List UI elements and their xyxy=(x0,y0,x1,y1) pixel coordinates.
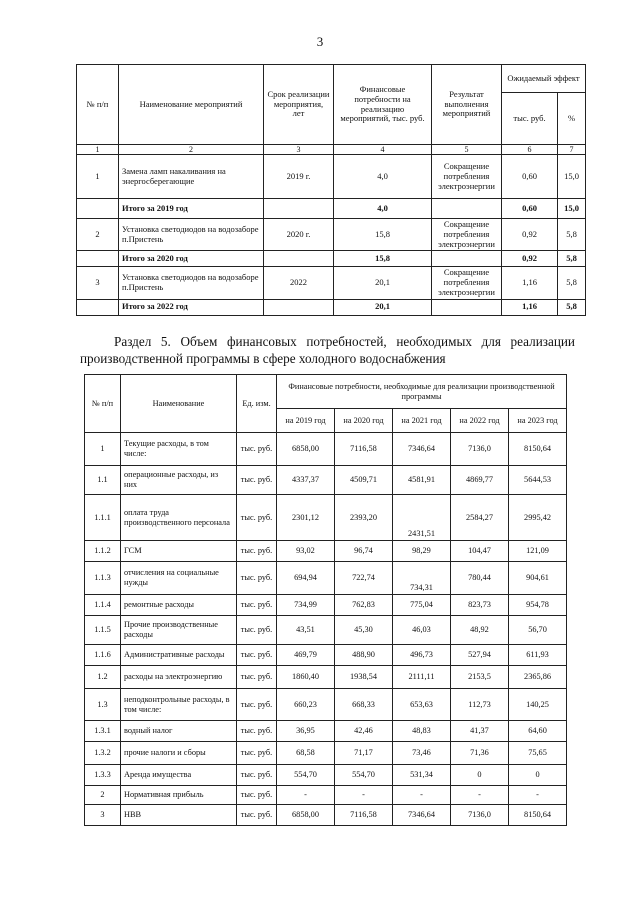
t2-cell-value: - xyxy=(509,786,567,805)
table-row xyxy=(85,645,567,666)
t2-cell-value: 73,46 xyxy=(393,742,451,765)
t1-index-row xyxy=(77,145,586,155)
t2-cell-name: Текущие расходы, в том числе: xyxy=(121,433,237,466)
t2-cell-value: 2995,42 xyxy=(509,495,567,541)
table-row xyxy=(85,666,567,689)
finance-table xyxy=(84,374,567,826)
t2-cell-name: водный налог xyxy=(121,721,237,742)
t2-cell-value: 611,93 xyxy=(509,645,567,666)
t2-cell-value: 4581,91 xyxy=(393,466,451,495)
t1-row xyxy=(77,267,586,299)
t2-cell-value: 668,33 xyxy=(335,689,393,721)
t1-cell-term: 2020 г. xyxy=(264,219,334,251)
t2-cell-value: 93,02 xyxy=(277,541,335,562)
t2-cell-value: 68,58 xyxy=(277,742,335,765)
table-row xyxy=(85,786,567,805)
t2-cell-value: 64,60 xyxy=(509,721,567,742)
t1-total-rub: 0,92 xyxy=(502,251,558,267)
t2-cell-value: - xyxy=(393,786,451,805)
t2-cell-unit: тыс. руб. xyxy=(237,721,277,742)
table-row xyxy=(85,466,567,495)
t2-cell-num: 3 xyxy=(85,805,121,826)
t1-total-label: Итого за 2020 год xyxy=(119,251,264,267)
t2-cell-value: 2111,11 xyxy=(393,666,451,689)
t2-cell-unit: тыс. руб. xyxy=(237,645,277,666)
t2-header-year: на 2019 год xyxy=(277,409,335,433)
t2-cell-name: Нормативная прибыль xyxy=(121,786,237,805)
t2-cell-value: 527,94 xyxy=(451,645,509,666)
t2-cell-value: 2365,86 xyxy=(509,666,567,689)
t1-index-cell: 6 xyxy=(502,145,558,155)
t2-cell-unit: тыс. руб. xyxy=(237,595,277,616)
t1-header-num: № п/п xyxy=(77,65,119,145)
t2-cell-value: 0 xyxy=(509,765,567,786)
t2-cell-value: 780,44 xyxy=(451,562,509,595)
t2-cell-value: 2431,51 xyxy=(393,495,451,541)
t1-cell-pct: 15,0 xyxy=(558,155,586,199)
t2-cell-unit: тыс. руб. xyxy=(237,689,277,721)
t2-cell-value: 104,47 xyxy=(451,541,509,562)
t2-cell-num: 1 xyxy=(85,433,121,466)
t1-cell-num: 2 xyxy=(77,219,119,251)
t1-cell-name: Замена ламп накаливания на энергосберегающие xyxy=(119,155,264,199)
t2-cell-value: 121,09 xyxy=(509,541,567,562)
t2-cell-value: 488,90 xyxy=(335,645,393,666)
t2-cell-value: 48,92 xyxy=(451,616,509,645)
t2-header-year: на 2022 год xyxy=(451,409,509,433)
t2-cell-value: 1938,54 xyxy=(335,666,393,689)
t2-cell-value: 7346,64 xyxy=(393,805,451,826)
t2-cell-value: 4337,37 xyxy=(277,466,335,495)
t2-cell-value: - xyxy=(277,786,335,805)
t1-cell-rub: 0,92 xyxy=(502,219,558,251)
t2-header-year: на 2020 год xyxy=(335,409,393,433)
t2-cell-value: 75,65 xyxy=(509,742,567,765)
t2-cell-unit: тыс. руб. xyxy=(237,805,277,826)
page-number: 3 xyxy=(316,34,324,49)
t1-cell-pct: 5,8 xyxy=(558,219,586,251)
t1-header-effect: Ожидаемый эффект xyxy=(502,65,586,93)
t2-cell-value: 554,70 xyxy=(277,765,335,786)
t2-cell-value: 8150,64 xyxy=(509,433,567,466)
t2-cell-name: операционные расходы, из них xyxy=(121,466,237,495)
table-row xyxy=(85,721,567,742)
t2-cell-num: 1.1.2 xyxy=(85,541,121,562)
t1-header-effect-pct: % xyxy=(558,93,586,145)
t2-cell-value: 6858,00 xyxy=(277,805,335,826)
t2-cell-value: 48,83 xyxy=(393,721,451,742)
t1-total-label: Итого за 2022 год xyxy=(119,299,264,315)
t1-header-name: Наименование мероприятий xyxy=(119,65,264,145)
t1-cell-term: 2019 г. xyxy=(264,155,334,199)
t2-cell-value: 2153,5 xyxy=(451,666,509,689)
t2-cell-value: - xyxy=(335,786,393,805)
t1-total-finance: 20,1 xyxy=(334,299,432,315)
t2-cell-unit: тыс. руб. xyxy=(237,562,277,595)
section-heading: Раздел 5. Объем финансовых потребностей, необходимых для реализации производственной программы в сфере холодного водоснабжения xyxy=(80,334,575,366)
t1-cell-finance: 15,8 xyxy=(334,219,432,251)
t2-cell-value: 904,61 xyxy=(509,562,567,595)
t2-cell-value: 2393,20 xyxy=(335,495,393,541)
t2-header-year: на 2023 год xyxy=(509,409,567,433)
t2-header-group: Финансовые потребности, необходимые для реализации производственной программы xyxy=(277,375,567,409)
t2-cell-value: 4509,71 xyxy=(335,466,393,495)
t1-cell-name: Установка светодиодов на водозаборе п.Пристень xyxy=(119,267,264,299)
measures-table xyxy=(76,64,586,316)
t2-cell-value: 496,73 xyxy=(393,645,451,666)
t1-header-result: Результат выполнения мероприятий xyxy=(432,65,502,145)
t2-cell-value: 660,23 xyxy=(277,689,335,721)
t2-cell-value: 554,70 xyxy=(335,765,393,786)
t2-cell-value: 0 xyxy=(451,765,509,786)
t2-cell-name: расходы на электроэнергию xyxy=(121,666,237,689)
t2-cell-value: 71,36 xyxy=(451,742,509,765)
t2-cell-value: 7346,64 xyxy=(393,433,451,466)
t1-cell-result: Сокращение потребления электроэнергии xyxy=(432,155,502,199)
t2-cell-unit: тыс. руб. xyxy=(237,495,277,541)
t2-cell-unit: тыс. руб. xyxy=(237,541,277,562)
t2-cell-value: 469,79 xyxy=(277,645,335,666)
t2-cell-value: 734,99 xyxy=(277,595,335,616)
t2-cell-value: 7116,58 xyxy=(335,433,393,466)
t2-cell-name: Прочие производственные расходы xyxy=(121,616,237,645)
table-row xyxy=(85,433,567,466)
t1-header-term: Срок реализации мероприятия, лет xyxy=(264,65,334,145)
t2-cell-value: 36,95 xyxy=(277,721,335,742)
t2-cell-value: 653,63 xyxy=(393,689,451,721)
t1-total-rub: 0,60 xyxy=(502,199,558,219)
t2-cell-value: 56,70 xyxy=(509,616,567,645)
t2-header-year: на 2021 год xyxy=(393,409,451,433)
t1-cell-rub: 0,60 xyxy=(502,155,558,199)
t2-cell-name: Административные расходы xyxy=(121,645,237,666)
t2-cell-value: 7116,58 xyxy=(335,805,393,826)
t1-index-cell: 1 xyxy=(77,145,119,155)
t2-cell-value: 823,73 xyxy=(451,595,509,616)
t2-header-name: Наименование xyxy=(121,375,237,433)
table-row xyxy=(85,541,567,562)
t1-cell-result: Сокращение потребления электроэнергии xyxy=(432,267,502,299)
t2-header-num: № п/п xyxy=(85,375,121,433)
t1-total-pct: 5,8 xyxy=(558,299,586,315)
t1-header-finance: Финансовые потребности на реализацию мероприятий, тыс. руб. xyxy=(334,65,432,145)
t2-cell-num: 1.1.4 xyxy=(85,595,121,616)
t2-cell-value: 775,04 xyxy=(393,595,451,616)
t1-index-cell: 7 xyxy=(558,145,586,155)
t1-total-row xyxy=(77,251,586,267)
t2-cell-name: ГСМ xyxy=(121,541,237,562)
t1-row xyxy=(77,155,586,199)
t1-total-label: Итого за 2019 год xyxy=(119,199,264,219)
t1-cell-pct: 5,8 xyxy=(558,267,586,299)
t2-cell-num: 1.1.5 xyxy=(85,616,121,645)
t2-cell-value: 46,03 xyxy=(393,616,451,645)
t1-cell-result: Сокращение потребления электроэнергии xyxy=(432,219,502,251)
t2-cell-unit: тыс. руб. xyxy=(237,433,277,466)
t1-cell-name: Установка светодиодов на водозаборе п.Пристень xyxy=(119,219,264,251)
t1-index-cell: 3 xyxy=(264,145,334,155)
t1-cell-finance: 4,0 xyxy=(334,155,432,199)
table-row xyxy=(85,495,567,541)
t1-total-finance: 15,8 xyxy=(334,251,432,267)
t1-cell-term: 2022 xyxy=(264,267,334,299)
t2-cell-value: 112,73 xyxy=(451,689,509,721)
t2-cell-value: 140,25 xyxy=(509,689,567,721)
t2-cell-unit: тыс. руб. xyxy=(237,616,277,645)
t2-cell-value: 71,17 xyxy=(335,742,393,765)
t1-index-cell: 2 xyxy=(119,145,264,155)
t2-cell-value: 762,83 xyxy=(335,595,393,616)
t1-total-finance: 4,0 xyxy=(334,199,432,219)
t2-cell-value: 42,46 xyxy=(335,721,393,742)
table-row xyxy=(85,805,567,826)
t2-cell-value: - xyxy=(451,786,509,805)
t1-total-pct: 15,0 xyxy=(558,199,586,219)
t1-cell-num: 1 xyxy=(77,155,119,199)
t2-cell-value: 954,78 xyxy=(509,595,567,616)
t2-cell-name: отчисления на социальные нужды xyxy=(121,562,237,595)
t2-cell-name: оплата труда производственного персонала xyxy=(121,495,237,541)
t1-total-rub: 1,16 xyxy=(502,299,558,315)
table-row xyxy=(85,742,567,765)
t2-cell-value: 2584,27 xyxy=(451,495,509,541)
t2-cell-value: 6858,00 xyxy=(277,433,335,466)
t1-index-cell: 5 xyxy=(432,145,502,155)
table-row xyxy=(85,616,567,645)
t1-cell-rub: 1,16 xyxy=(502,267,558,299)
t2-header-unit: Ед. изм. xyxy=(237,375,277,433)
t1-total-row xyxy=(77,199,586,219)
t2-cell-num: 1.1.1 xyxy=(85,495,121,541)
t2-cell-value: 5644,53 xyxy=(509,466,567,495)
t2-cell-num: 1.3 xyxy=(85,689,121,721)
t2-cell-num: 1.3.2 xyxy=(85,742,121,765)
t2-cell-num: 1.2 xyxy=(85,666,121,689)
t1-total-row xyxy=(77,299,586,315)
t2-cell-unit: тыс. руб. xyxy=(237,786,277,805)
t2-cell-value: 96,74 xyxy=(335,541,393,562)
t2-cell-value: 734,31 xyxy=(393,562,451,595)
t2-cell-num: 1.1 xyxy=(85,466,121,495)
t2-cell-value: 8150,64 xyxy=(509,805,567,826)
t2-cell-name: Аренда имущества xyxy=(121,765,237,786)
table-row xyxy=(85,562,567,595)
t1-cell-finance: 20,1 xyxy=(334,267,432,299)
t2-cell-value: 1860,40 xyxy=(277,666,335,689)
t2-cell-name: неподконтрольные расходы, в том числе: xyxy=(121,689,237,721)
t2-cell-name: прочие налоги и сборы xyxy=(121,742,237,765)
t1-cell-num: 3 xyxy=(77,267,119,299)
t2-cell-value: 43,51 xyxy=(277,616,335,645)
t2-cell-unit: тыс. руб. xyxy=(237,765,277,786)
t2-cell-value: 45,30 xyxy=(335,616,393,645)
t2-cell-num: 1.1.3 xyxy=(85,562,121,595)
t2-cell-value: 7136,0 xyxy=(451,433,509,466)
t2-cell-num: 2 xyxy=(85,786,121,805)
t2-cell-num: 1.1.6 xyxy=(85,645,121,666)
t2-cell-value: 531,34 xyxy=(393,765,451,786)
t2-cell-value: 7136,0 xyxy=(451,805,509,826)
table-row xyxy=(85,595,567,616)
t2-cell-num: 1.3.3 xyxy=(85,765,121,786)
t2-cell-num: 1.3.1 xyxy=(85,721,121,742)
t2-cell-name: НВВ xyxy=(121,805,237,826)
t2-cell-name: ремонтные расходы xyxy=(121,595,237,616)
t2-cell-unit: тыс. руб. xyxy=(237,466,277,495)
t2-cell-unit: тыс. руб. xyxy=(237,742,277,765)
table-row xyxy=(85,765,567,786)
t1-total-pct: 5,8 xyxy=(558,251,586,267)
t2-cell-value: 694,94 xyxy=(277,562,335,595)
t2-cell-value: 722,74 xyxy=(335,562,393,595)
t2-cell-unit: тыс. руб. xyxy=(237,666,277,689)
t1-index-cell: 4 xyxy=(334,145,432,155)
t1-header-effect-rub: тыс. руб. xyxy=(502,93,558,145)
table-row xyxy=(85,689,567,721)
t2-cell-value: 2301,12 xyxy=(277,495,335,541)
t2-cell-value: 41,37 xyxy=(451,721,509,742)
t1-row xyxy=(77,219,586,251)
t2-cell-value: 4869,77 xyxy=(451,466,509,495)
t2-cell-value: 98,29 xyxy=(393,541,451,562)
